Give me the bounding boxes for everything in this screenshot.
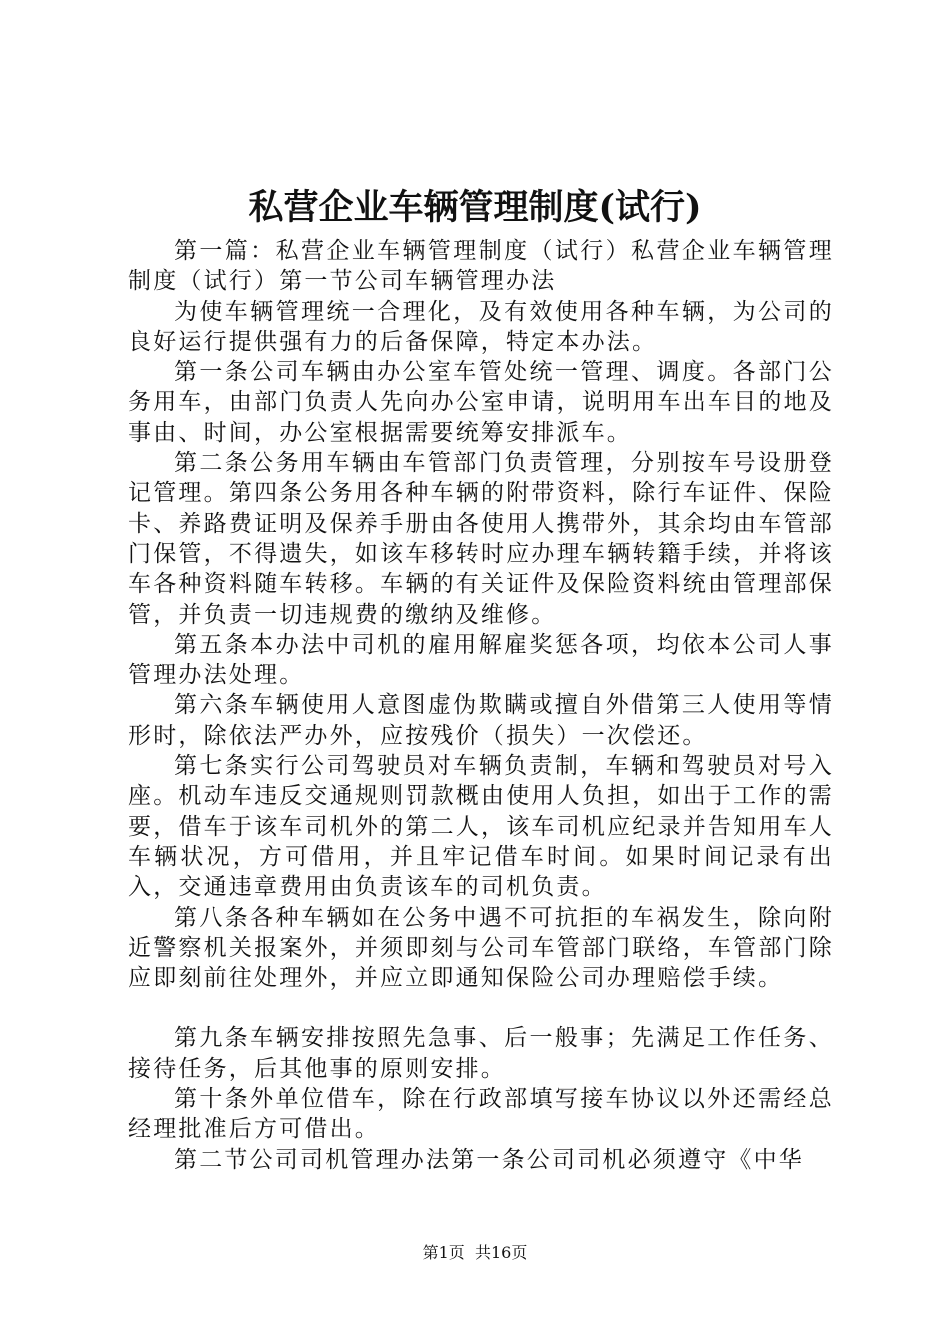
page-total: 共16页 [474,1243,528,1262]
paragraph: 为使车辆管理统一合理化，及有效使用各种车辆，为公司的良好运行提供强有力的后备保障，特定本办法。 [128,298,834,355]
paragraph: 第八条各种车辆如在公务中遇不可抗拒的车祸发生，除向附近警察机关报案外，并须即刻与公司车管部门联络，车管部门除应即刻前往处理外，并应立即通知保险公司办理赔偿手续。 [128,904,834,992]
paragraph: 第十条外单位借车，除在行政部填写接车协议以外还需经总经理批准后方可借出。 [128,1086,834,1143]
paragraph: 第九条车辆安排按照先急事、后一般事；先满足工作任务、接待任务，后其他事的原则安排。 [128,1025,834,1082]
paragraph: 第二条公务用车辆由车管部门负责管理，分别按车号设册登记管理。第四条公务用各种车辆的附带资料，除行车证件、保险卡、养路费证明及保养手册由各使用人携带外，其余均由车管部门保管，不得遗失，如该车移转时应办理车辆转籍手续，并将该车各种资料随车转移。车辆的有关证件及保险资料统由管理部保管，并负责一切违规费的缴纳及维修。 [128,450,834,628]
paragraph: 第一篇：私营企业车辆管理制度（试行）私营企业车辆管理制度（试行）第一节公司车辆管理办法 [128,238,834,295]
paragraph: 第七条实行公司驾驶员对车辆负责制，车辆和驾驶员对号入座。机动车违反交通规则罚款概由使用人负担，如出于工作的需要，借车于该车司机外的第二人，该车司机应纪录并告知用车人车辆状况，方可借用，并且牢记借车时间。如果时间记录有出入，交通违章费用由负责该车的司机负责。 [128,753,834,901]
paragraph: 第五条本办法中司机的雇用解雇奖惩各项，均依本公司人事管理办法处理。 [128,631,834,689]
document-body [128,236,834,1175]
page-number: 第1页 [422,1243,465,1262]
paragraph: 第二节公司司机管理办法第一条公司司机必须遵守《中华 [174,1146,804,1173]
document-title: 私营企业车辆管理制度(试行) [248,187,702,228]
paragraph: 第六条车辆使用人意图虚伪欺瞒或擅自外借第三人使用等情形时，除依法严办外，应按残价（损失）一次偿还。 [128,692,834,749]
paragraph: 第一条公司车辆由办公室车管处统一管理、调度。各部门公务用车，由部门负责人先向办公室申请，说明用车出车目的地及事由、时间，办公室根据需要统筹安排派车。 [128,359,834,446]
page-footer [0,1242,950,1264]
